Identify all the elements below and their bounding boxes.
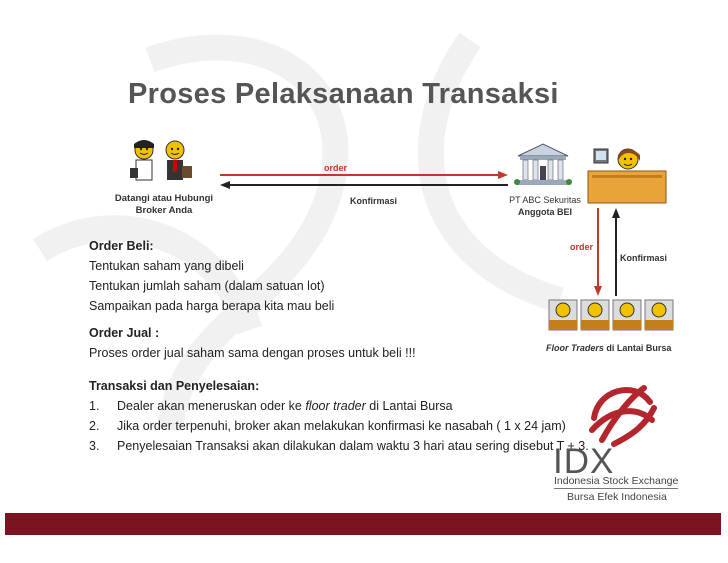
idx-logo-line2: Bursa Efek Indonesia: [567, 491, 667, 503]
right-confirm-label: Konfirmasi: [620, 253, 668, 263]
right-order-arrow: [592, 208, 604, 296]
client-people-icon: [120, 138, 200, 186]
floor-traders-icon: [547, 292, 677, 334]
idx-logo-divider: [554, 488, 678, 489]
order-arrow-label: order: [324, 163, 348, 173]
floor-traders-label: Floor Traders di Lantai Bursa: [546, 343, 672, 353]
settlement-item: 3. Penyelesaian Transaksi akan dilakukan dalam waktu 3 hari atau sering disebut T + 3.: [89, 439, 589, 453]
order-beli-line: Sampaikan pada harga berapa kita mau beli: [89, 299, 335, 313]
settlement-section: [89, 376, 589, 456]
confirm-arrow-label: Konfirmasi: [350, 196, 398, 206]
order-jual-heading: Order Jual :: [89, 326, 160, 340]
broker-label: PT ABC Sekuritas Anggota BEI: [509, 195, 581, 217]
idx-globe-icon: [584, 378, 658, 448]
order-jual-section: [89, 323, 416, 363]
confirm-arrow: [220, 180, 510, 194]
idx-logo-line1: Indonesia Stock Exchange: [554, 475, 679, 487]
order-beli-line: Tentukan jumlah saham (dalam satuan lot): [89, 279, 325, 293]
order-beli-line: Tentukan saham yang dibeli: [89, 259, 244, 273]
footer-bar: [5, 513, 721, 535]
order-beli-section: [89, 236, 334, 316]
settlement-item: 2. Jika order terpenuhi, broker akan melakukan konfirmasi ke nasabah ( 1 x 24 jam): [89, 419, 566, 433]
client-label: Datangi atau Hubungi Broker Anda: [114, 193, 214, 216]
page-title: Proses Pelaksanaan Transaksi: [128, 78, 559, 110]
right-order-label: order: [570, 242, 594, 252]
order-beli-heading: Order Beli:: [89, 239, 154, 253]
settlement-heading: Transaksi dan Penyelesaian:: [89, 379, 260, 393]
bank-building-icon: [514, 142, 572, 190]
order-jual-line: Proses order jual saham sama dengan proses untuk beli !!!: [89, 346, 416, 360]
broker-desk-icon: [584, 145, 670, 205]
settlement-item: 1. Dealer akan meneruskan oder ke floor trader di Lantai Bursa: [89, 399, 453, 413]
idx-logo-text: IDX: [553, 442, 615, 481]
